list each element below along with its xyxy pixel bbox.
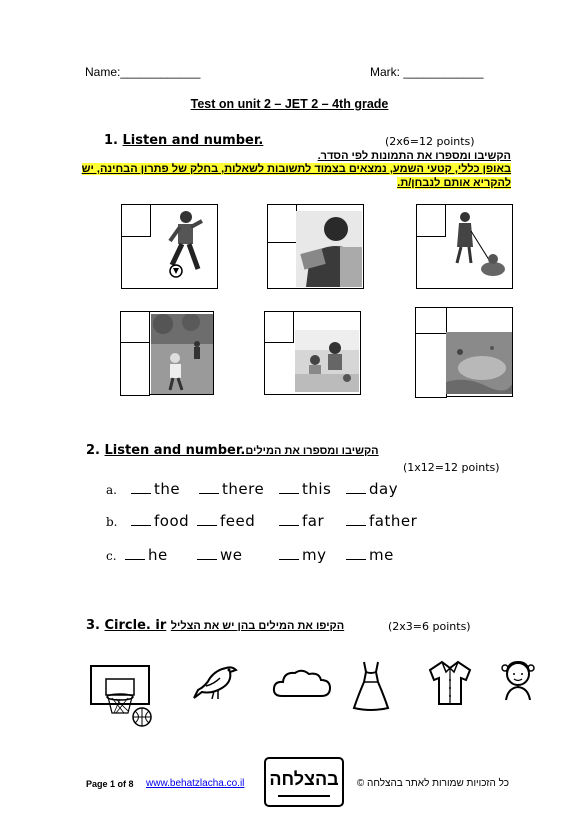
sled-image: [447, 207, 509, 283]
girl-icon[interactable]: [500, 656, 536, 702]
word-item[interactable]: the: [128, 480, 180, 498]
picture-box-soccer: [121, 204, 218, 289]
section2-points: (1x12=12 points): [403, 461, 500, 474]
number-box-lower[interactable]: [415, 333, 447, 398]
dress-icon[interactable]: [352, 660, 390, 712]
section1-hebrew-instruction: הקשיבו ומספרו את התמונות לפי הסדר.: [317, 150, 511, 162]
section2-number: 2.: [86, 443, 100, 458]
section1-number: 1.: [104, 133, 118, 148]
section1-points: (2x6=12 points): [385, 135, 475, 148]
section1-note-line2: להקריא אותם לנבחן/ת.: [397, 177, 511, 189]
puddle-image: [446, 332, 512, 394]
word-row-b: [106, 512, 436, 532]
number-box[interactable]: [120, 311, 150, 344]
section2-hebrew: הקשיבו ומספרו את המילים: [245, 445, 379, 457]
word-item[interactable]: we: [194, 546, 243, 564]
word-item[interactable]: me: [343, 546, 394, 564]
copyright-text: כל הזכויות שמורות לאתר בהצלחה ©: [356, 778, 509, 789]
section2-title: Listen and number.: [104, 443, 246, 458]
section3-number: 3.: [86, 618, 100, 633]
section3-heading: [86, 618, 344, 633]
page-title: Test on unit 2 – JET 2 – 4th grade: [190, 97, 389, 111]
name-label: Name:____________: [85, 65, 201, 79]
section3-title: Circle. ir: [104, 618, 167, 633]
picture-box-sled: [416, 204, 513, 289]
bird-icon[interactable]: [192, 662, 238, 702]
section3-points: (2x3=6 points): [388, 620, 471, 633]
number-box[interactable]: [415, 307, 447, 335]
section1-title: Listen and number.: [122, 133, 264, 148]
basketball-hoop-icon[interactable]: [90, 665, 156, 727]
mark-label: Mark: ____________: [370, 65, 484, 79]
logo-underline: [278, 795, 330, 797]
word-row-a: [106, 480, 436, 500]
word-item[interactable]: day: [343, 480, 398, 498]
number-box[interactable]: [416, 204, 446, 237]
word-item[interactable]: food: [128, 512, 189, 530]
word-item[interactable]: feed: [194, 512, 255, 530]
word-item[interactable]: there: [196, 480, 264, 498]
kitchen-image: [295, 330, 359, 392]
cloud-icon[interactable]: [272, 668, 332, 698]
section3-hebrew: הקיפו את המילים בהן יש את הצליל: [170, 620, 345, 632]
logo-text: בהצלחה: [269, 769, 339, 789]
section1-heading: [104, 133, 263, 148]
picture-box-puddle: [415, 307, 513, 397]
logo-box: [264, 757, 344, 807]
website-link[interactable]: www.behatzlacha.co.il: [146, 778, 245, 789]
word-row-c: [106, 546, 436, 566]
row-letter: a.: [106, 483, 117, 497]
picture-box-kitchen: [264, 311, 361, 395]
picture-box-park: [120, 311, 214, 395]
word-item[interactable]: father: [343, 512, 417, 530]
row-letter: c.: [106, 549, 117, 563]
park-children-image: [151, 314, 213, 394]
word-item[interactable]: my: [276, 546, 327, 564]
picture-box-reading: [267, 204, 364, 289]
number-box[interactable]: [264, 311, 294, 343]
word-item[interactable]: he: [122, 546, 168, 564]
section1-note-line1: באופן כללי, קטעי השמע, נמצאים בצמוד לתשובות לשאלות, בחלק של פתרון הבחינה, יש: [81, 163, 511, 175]
page-number: Page 1 of 8: [86, 779, 134, 789]
section2-heading: [86, 443, 379, 458]
number-box-lower[interactable]: [120, 342, 150, 396]
soccer-boy-image: [162, 207, 212, 283]
number-box[interactable]: [121, 204, 151, 237]
section1-hebrew-note: [51, 162, 511, 190]
shirt-icon[interactable]: [428, 660, 472, 706]
word-item[interactable]: this: [276, 480, 331, 498]
woman-reading-image: [296, 211, 362, 287]
word-item[interactable]: far: [276, 512, 324, 530]
number-box[interactable]: [267, 204, 297, 243]
row-letter: b.: [106, 515, 118, 529]
